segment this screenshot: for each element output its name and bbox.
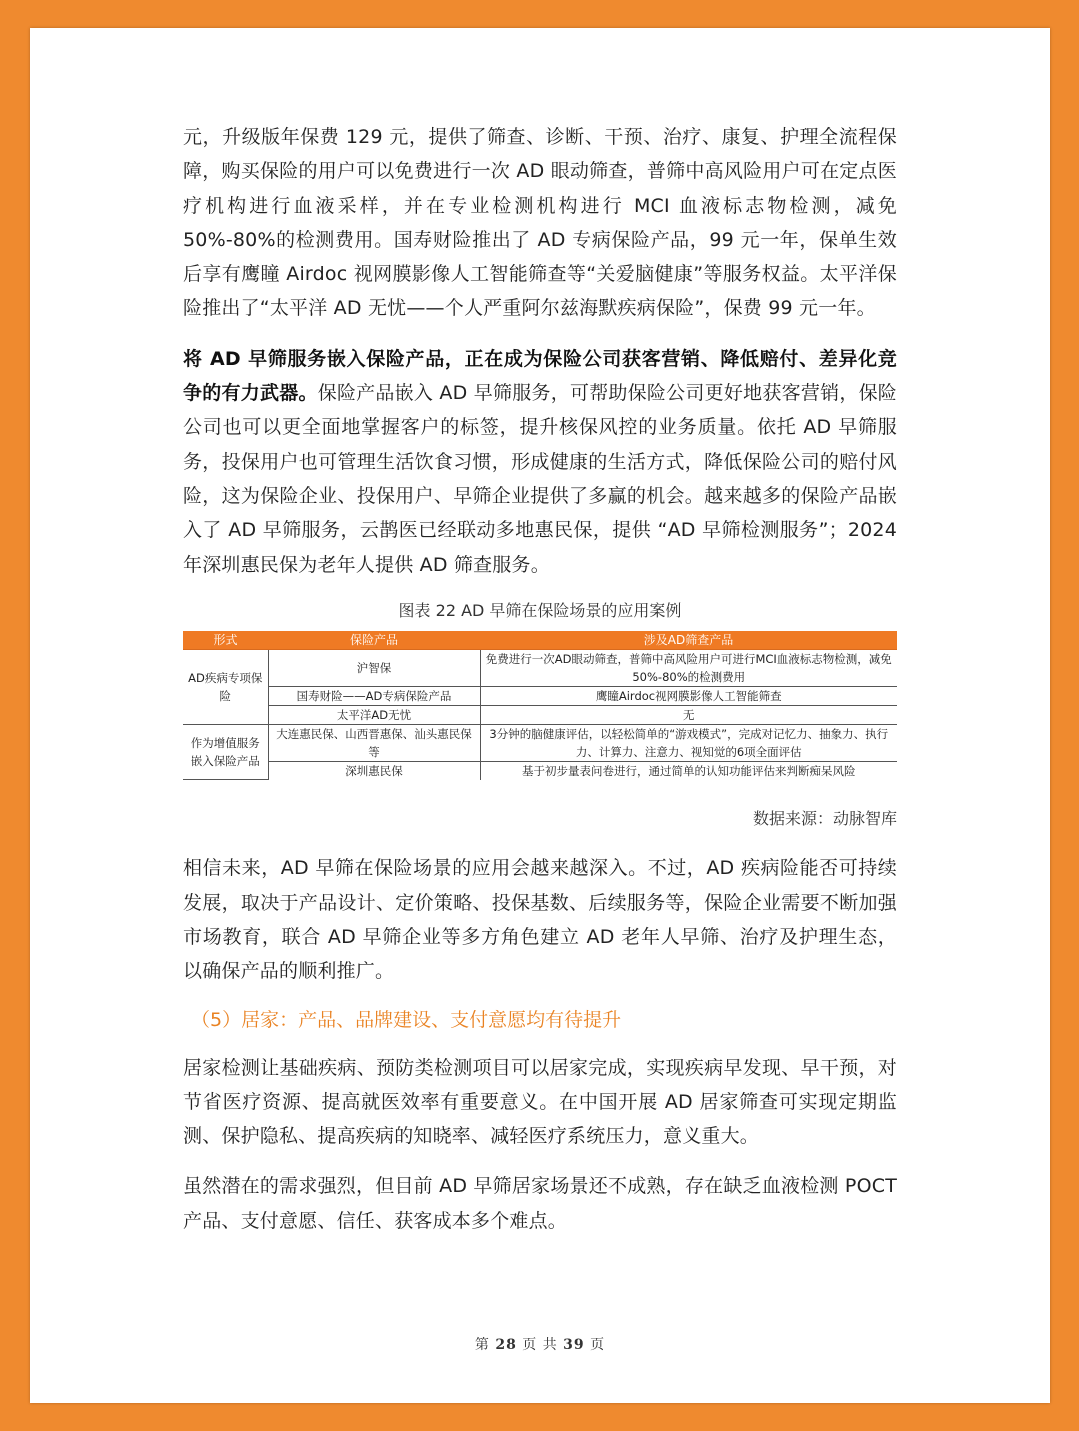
footer-prefix: 第 <box>474 1337 490 1353</box>
table-row <box>183 705 897 724</box>
group-label-value-added: 作为增值服务嵌入保险产品 <box>183 724 268 780</box>
group-label-ad-insurance: AD疾病专项保险 <box>183 649 268 724</box>
table-cell: 太平洋AD无忧 <box>268 705 480 724</box>
table-cell: 国寿财险——AD专病保险产品 <box>268 686 480 705</box>
document-page <box>30 28 1050 1403</box>
section-heading: （5）居家：产品、品牌建设、支付意愿均有待提升 <box>191 1008 622 1031</box>
footer-middle: 页 共 <box>522 1337 558 1353</box>
header-screening-product: 涉及AD筛查产品 <box>480 631 897 650</box>
paragraph-home-difficulties: 虽然潜在的需求强烈，但目前 AD 早筛居家场景还不成熟，存在缺乏血液检测 POCT 产品、支付意愿、信任、获客成本多个难点。 <box>183 1175 897 1232</box>
table-cell: 免费进行一次AD眼动筛查，普筛中高风险用户可进行MCI血液标志物检测，减免50%-80%的检测费用 <box>480 649 897 686</box>
header-insurance-product: 保险产品 <box>268 631 480 650</box>
table-header-row <box>183 631 897 650</box>
table-row <box>183 649 897 686</box>
insurance-cases-table <box>183 631 897 781</box>
paragraph-screening-embedded <box>183 342 897 582</box>
table-cell: 基于初步量表问卷进行，通过简单的认知功能评估来判断痴呆风险 <box>480 761 897 780</box>
paragraph-body: 保险产品嵌入 AD 早筛服务，可帮助保险公司更好地获客营销，保险公司也可以更全面地掌握客户的标签，提升核保风控的业务质量。依托 AD 早筛服务，投保用户也可管理生活饮食习惯，形成健康的生活方式，降低保险公司的赔付风险，这为保险企业、投保用户、早筛企业提供了多赢的机会。越来越多的保险产品嵌入了 AD 早筛服务，云鹊医已经联动多地惠民保，提供 “AD 早筛检测服务”；2024 年深圳惠民保为老年人提供 AD 筛查服务。 <box>183 382 898 576</box>
paragraph-home-testing: 居家检测让基础疾病、预防类检测项目可以居家完成，实现疾病早发现、早干预，对节省医疗资源、提高就医效率有重要意义。在中国开展 AD 居家筛查可实现定期监测、保护隐私、提高疾病的知晓率、减轻医疗系统压力，意义重大。 <box>183 1056 897 1148</box>
data-source: 数据来源：动脉智库 <box>752 809 897 829</box>
current-page-number: 28 <box>495 1337 517 1353</box>
table-cell: 沪智保 <box>268 649 480 686</box>
table-row <box>183 761 897 780</box>
page-content <box>183 120 897 1254</box>
figure-caption: 图表 22 AD 早筛在保险场景的应用案例 <box>398 600 682 620</box>
table-cell: 3分钟的脑健康评估，以轻松简单的“游戏模式”，完成对记忆力、抽象力、执行力、计算力、注意力、视知觉的6项全面评估 <box>480 724 897 761</box>
table-cell: 无 <box>480 705 897 724</box>
paragraph-insurance-products: 元，升级版年保费 129 元，提供了筛查、诊断、干预、治疗、康复、护理全流程保障，购买保险的用户可以免费进行一次 AD 眼动筛查，普筛中高风险用户可在定点医疗机构进行血液采样，并在专业检测机构进行 MCI 血液标志物检测，减免 50%-80%的检测费用。国寿财险推出了 AD 专病保险产品，99 元一年，保单生效后享有鹰瞳 Airdoc 视网膜影像人工智能筛查等“关爱脑健康”等服务权益。太平洋保险推出了“太平洋 AD 无忧——个人严重阿尔兹海默疾病保险”，保费 99 元一年。 <box>183 126 897 320</box>
table-cell: 大连惠民保、山西晋惠保、汕头惠民保等 <box>268 724 480 761</box>
table-cell: 鹰瞳Airdoc视网膜影像人工智能筛查 <box>480 686 897 705</box>
table-cell: 深圳惠民保 <box>268 761 480 780</box>
footer-suffix: 页 <box>590 1337 606 1353</box>
bold-lead-sentence: 将 AD 早筛服务嵌入保险产品，正在成为保险公司获客营销、降低赔付、差异化竞争的有力武器。 <box>183 347 897 405</box>
page-footer <box>30 1334 1050 1354</box>
total-page-count: 39 <box>563 1337 585 1353</box>
table-row <box>183 686 897 705</box>
header-form: 形式 <box>183 631 268 650</box>
table-row <box>183 724 897 761</box>
paragraph-future-outlook: 相信未来，AD 早筛在保险场景的应用会越来越深入。不过，AD 疾病险能否可持续发展，取决于产品设计、定价策略、投保基数、后续服务等，保险企业需要不断加强市场教育，联合 AD 早筛企业等多方角色建立 AD 老年人早筛、治疗及护理生态，以确保产品的顺利推广。 <box>183 857 897 983</box>
